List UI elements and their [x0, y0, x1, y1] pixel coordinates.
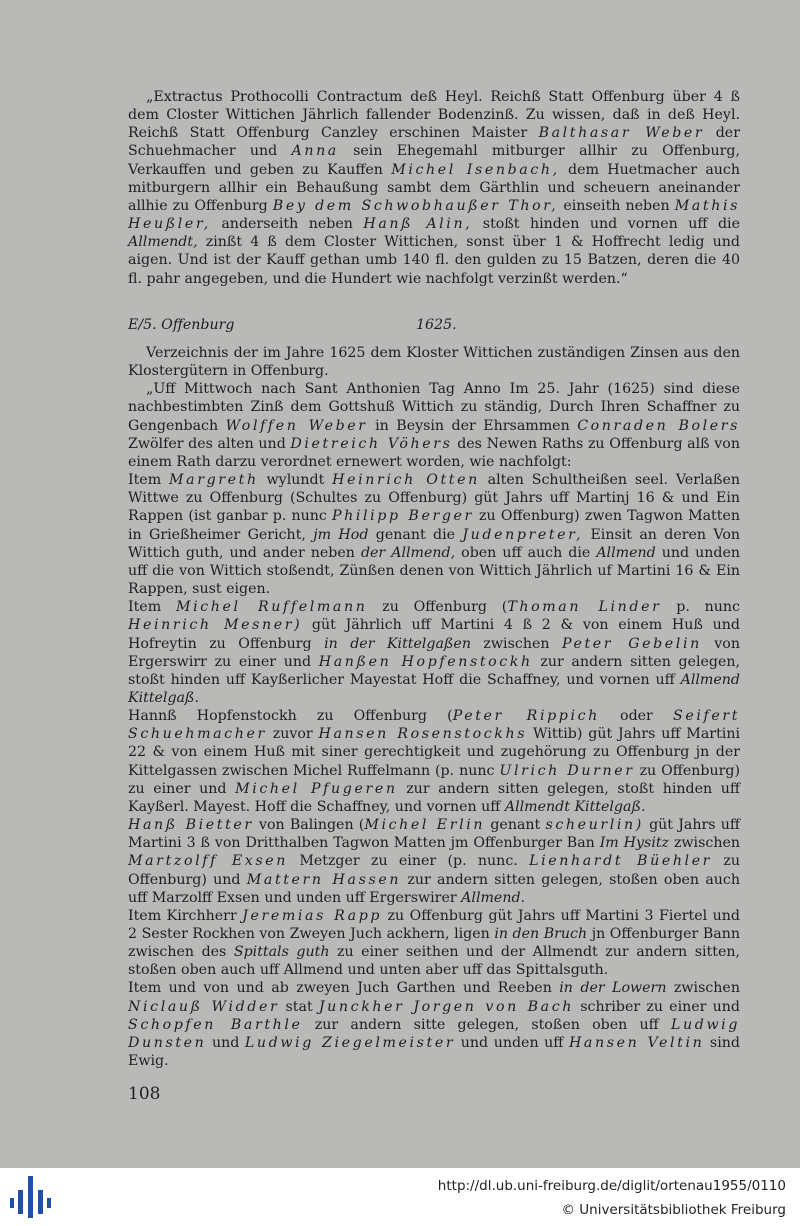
text-run: Metzger zu einer (p. nunc. — [288, 853, 530, 870]
register-entry — [128, 598, 740, 707]
text-run: alten Schultheißen seel. Verlaßen Wittwe zu Offenburg (Schultes zu Offenburg) güt Jahrs uff Martinj 16 & und Ein Rappen (ist ganbar p. nunc — [128, 472, 740, 525]
register-entry — [128, 380, 740, 471]
name-spaced-text: Michel Isenbach, — [391, 161, 560, 178]
name-spaced-text: Ludwig Ziegelmeister — [244, 1034, 456, 1051]
italic-place-text: Im Hysitz — [599, 835, 670, 852]
name-spaced-text: Hanß Bietter — [128, 817, 254, 834]
text-run: zuvor — [266, 726, 319, 743]
name-spaced-text: Hansen Rosenstockhs — [318, 726, 528, 743]
text-run: zu Offenburg) zu einer und — [128, 762, 740, 797]
register-body — [128, 344, 740, 1070]
text-run: Item — [128, 472, 170, 489]
ub-freiburg-logo-icon[interactable] — [10, 1176, 52, 1218]
text-run: zu einer seithen und der Allmendt zur andern sitten, stoßen oben auch uff Allmend und unten aber uff das Spittalsguth. — [128, 944, 740, 979]
italic-place-text: Allmend — [596, 544, 656, 561]
register-entry — [128, 979, 740, 1070]
text-run: sind Ewig. — [128, 1034, 740, 1070]
name-spaced-text: Peter Gebelin — [561, 635, 702, 652]
name-spaced-text: Dietreich Vöhers — [290, 435, 453, 452]
italic-place-text: in den Bruch — [494, 926, 588, 942]
text-run: Item — [128, 599, 176, 616]
name-spaced-text: Schopfen Barthle — [128, 1016, 303, 1033]
text-run: Item Kirchherr — [128, 907, 243, 924]
text-run: und — [206, 1034, 245, 1051]
text-run: zur andern sitten gelegen, stoßt hinden uff Kayßerl. Mayest. Hoff die Schaffney, und vornen uff — [128, 780, 741, 815]
text-run: von Ergerswirr zu einer und — [128, 635, 740, 670]
name-spaced-text: Lienhardt Büehler — [529, 853, 713, 870]
name-spaced-text: Peter Rippich — [452, 708, 600, 725]
text-run: zur andern sitte gelegen, stoßen oben uff — [302, 1016, 671, 1033]
register-entry — [128, 707, 740, 816]
text-run: zur andern sitten gelegen, stoßen oben auch uff Marzolff Exsen und unden uff Ergerswirer — [128, 871, 741, 906]
extract-text — [128, 88, 740, 288]
text-run: Zwölfer des alten und — [128, 435, 291, 452]
name-spaced-text: Judenpreter, — [462, 526, 584, 543]
italic-place-text: der Allmend, — [360, 544, 456, 561]
text-run: anderseith neben — [210, 216, 364, 233]
text-run: güt Jahrs uff Martini 3 ß von Dritthalben Tagwon Matten jm Offenburger Ban — [128, 817, 740, 852]
name-spaced-text: Hanß Alin, — [363, 216, 473, 233]
name-spaced-text: Mathis Heußler, — [128, 197, 740, 233]
text-run: schriber zu einer und — [574, 998, 740, 1015]
text-run: zur andern sitten gelegen, stoßt hinden uff Kayßerlicher Mayestat Hoff die Schaffney, und vornen uff — [128, 653, 741, 688]
text-run: zwischen — [666, 980, 740, 997]
text-run: zwischen — [470, 635, 562, 652]
text-run: sein Ehegemahl mitburger allhir zu Offenburg, Verkauffen und geben zu Kauffen — [128, 143, 740, 178]
italic-place-text: Allmendt Kittelgaß. — [504, 798, 646, 815]
name-spaced-text: Heinrich Mesner) — [128, 617, 303, 634]
text-run: zwischen — [669, 835, 740, 852]
text-run: einseith neben — [558, 197, 675, 214]
name-spaced-text: Michel Pfugeren — [235, 780, 398, 797]
text-run: stoßt hinden und vornen uff die — [472, 216, 740, 233]
name-spaced-text: Margreth — [169, 472, 259, 489]
text-run: zu Offenburg) zwen Tagwon Matten in Grießheimer Gericht, — [128, 508, 740, 543]
name-spaced-text: Michel Erlin — [364, 817, 486, 834]
text-run: Item und von und ab zweyen Juch Garthen und Reeben — [128, 980, 560, 997]
text-run: „Extractus Prothocolli Contractum deß Heyl. Reichß Statt Offenburg über 4 ß dem Closter Wittichen Jährlich fallender Bodenzinß. Zu wissen, daß in deß Heyl. Reichß Statt Offenburg Canzley erschinen Maister — [128, 89, 740, 142]
text-run: in Beysin der Ehrsammen — [367, 417, 578, 434]
italic-place-text: jm Hod — [313, 526, 369, 543]
text-run: des Newen Raths zu Offenburg alß von einem Rath darzu verordnet ernewert worden, wie nachfolgt: — [128, 435, 740, 470]
text-run: genant — [485, 817, 546, 834]
section-label: E/5. Offenburg — [128, 317, 235, 333]
text-run: Einsit an deren Von Wittich guth, und ander neben — [128, 526, 741, 561]
name-spaced-text: Jeremias Rapp — [242, 907, 383, 924]
name-spaced-text: Junckher Jorgen von Bach — [318, 998, 575, 1015]
name-spaced-text: Thoman Linder — [507, 599, 662, 616]
text-run: zu Offenburg ( — [367, 599, 508, 616]
text-run: genant die — [368, 526, 463, 543]
page-number: 108 — [128, 1084, 161, 1104]
italic-place-text: Allmendt, — [128, 234, 198, 251]
text-run: oben uff auch die — [455, 544, 597, 561]
register-entry — [128, 816, 740, 907]
name-spaced-text: Martzolff Exsen — [128, 853, 289, 870]
text-run: güt Jährlich uff Martini 4 ß 2 & von einem Huß und Hofreytin zu Offenburg — [128, 617, 740, 652]
name-spaced-text: Seifert Schuehmacher — [128, 708, 740, 743]
italic-place-text: Spittals guth — [233, 944, 330, 961]
name-spaced-text: Mattern Hassen — [246, 871, 402, 888]
text-run: p. nunc — [661, 599, 740, 616]
footer-bar — [0, 1168, 800, 1226]
text-run: zinßt 4 ß dem Closter Wittichen, sonst über 1 & Hoffrecht ledig und aigen. Und ist der Kauff gethan umb 140 fl. den gulden zu 15 Batzen, deren die 40 fl. pahr angegeben, und die Hundert wie nachfolgt verzinßt werden.“ — [128, 234, 740, 287]
text-run: und unden uff — [455, 1034, 569, 1051]
name-spaced-text: Wolffen Weber — [225, 417, 368, 434]
text-run: stat — [279, 998, 319, 1015]
section-year: 1625. — [416, 317, 457, 333]
text-run: „Uff Mittwoch nach Sant Anthonien Tag Anno Im 25. Jahr (1625) sind diese nachbestimbten Zinß dem Gottshuß Wittich zu ständig, Durch Ihren Schaffner zu Gengenbach — [128, 381, 740, 434]
register-entry — [128, 471, 740, 598]
name-spaced-text: Heinrich Otten — [332, 472, 480, 489]
copyright-text: © Universitätsbibliothek Freiburg — [561, 1202, 786, 1218]
italic-place-text: in der Lowern — [559, 980, 667, 997]
register-entry — [128, 344, 740, 380]
italic-place-text: Allmend. — [461, 889, 526, 906]
text-run: der Schuehmacher und — [128, 125, 740, 160]
name-spaced-text: scheurlin) — [545, 817, 644, 834]
text-run: wylundt — [258, 472, 333, 489]
name-spaced-text: Hansen Veltin — [568, 1034, 705, 1051]
italic-place-text: Allmend Kittelgaß. — [128, 671, 740, 706]
text-run: von Balingen ( — [253, 817, 365, 834]
name-spaced-text: Ulrich Durner — [499, 762, 635, 779]
name-spaced-text: Philipp Berger — [332, 508, 474, 525]
text-run: oder — [599, 708, 674, 725]
italic-place-text: in der Kittelgaßen — [324, 635, 471, 652]
text-run: jn Offenburger Bann zwischen des — [128, 926, 740, 961]
name-spaced-text: Conraden Bolers — [577, 417, 741, 434]
name-spaced-text: Bey dem Schwobhaußer Thor, — [272, 197, 559, 214]
extract-paragraph — [128, 88, 740, 288]
text-run: Hannß Hopfenstockh zu Offenburg ( — [128, 708, 453, 725]
register-entry — [128, 907, 740, 980]
text-run: und unden uff die von Wittich stoßendt, Zünßen denen von Wittich Jährlich uf Martini 16 & Ein Rappen, sust eigen. — [128, 544, 740, 598]
name-spaced-text: Balthasar Weber — [538, 125, 705, 142]
source-url-link[interactable]: http://dl.ub.uni-freiburg.de/diglit/ortenau1955/0110 — [437, 1178, 786, 1194]
name-spaced-text: Ludwig Dunsten — [128, 1016, 741, 1051]
text-run: zu Offenburg güt Jahrs uff Martini 3 Fiertel und 2 Sester Rockhen von Zweyen Juch ackhern, ligen — [128, 907, 740, 942]
name-spaced-text: Hanßen Hopfenstockh — [318, 653, 533, 670]
text-run: Verzeichnis der im Jahre 1625 dem Kloster Wittichen zuständigen Zinsen aus den Klostergütern in Offenburg. — [128, 345, 740, 380]
name-spaced-text: Michel Ruffelmann — [175, 599, 368, 616]
text-run: Wittib) güt Jahrs uff Martini 22 & von einem Huß mit siner gerechtigkeit und zugehörung zu Offenburg jn der Kittelgassen zwischen Michel Ruffelmann (p. nunc — [128, 726, 740, 779]
name-spaced-text: Niclauß Widder — [128, 998, 280, 1015]
text-run: dem Huetmacher auch mitburgern allhir ein Behaußung sambt dem Gärthlin und scheuern aneinander allhie zu Offenburg — [128, 161, 740, 214]
name-spaced-text: Anna — [291, 143, 339, 160]
text-run: zu Offenburg) und — [128, 853, 740, 888]
